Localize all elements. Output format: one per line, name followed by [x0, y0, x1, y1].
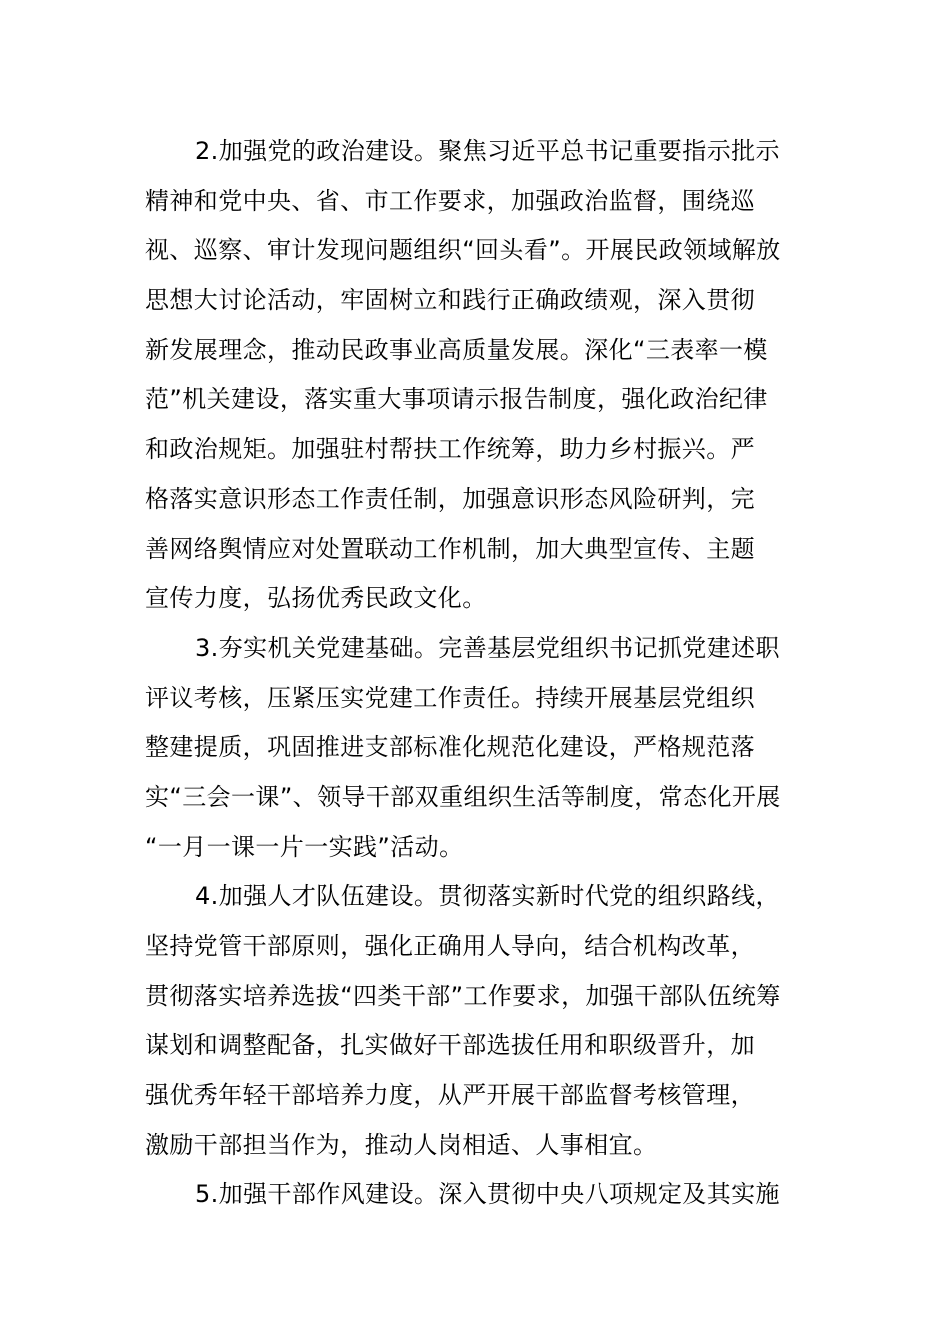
text-line: 激励干部担当作为，推动人岗相适、人事相宜。	[145, 1130, 658, 1159]
text-line: 实“三会一课”、领导干部双重组织生活等制度，常态化开展	[145, 782, 781, 811]
paragraph-cadre-style-building	[145, 1170, 809, 1220]
text-line: 新发展理念，推动民政事业高质量发展。深化“三表率一模	[145, 335, 768, 364]
text-line: 精神和党中央、省、市工作要求，加强政治监督，围绕巡	[145, 186, 755, 215]
text-line: 3.夯实机关党建基础。完善基层党组织书记抓党建述职	[195, 633, 780, 662]
text-line: 评议考核，压紧压实党建工作责任。持续开展基层党组织	[145, 683, 755, 712]
text-line: 格落实意识形态工作责任制，加强意识形态风险研判，完	[145, 484, 755, 513]
paragraph-party-building-foundation	[145, 624, 809, 872]
text-line: 整建提质，巩固推进支部标准化规范化建设，严格规范落	[145, 733, 755, 762]
text-line: 宣传力度，弘扬优秀民政文化。	[145, 584, 487, 613]
paragraph-talent-team-building	[145, 872, 809, 1170]
text-line: 谋划和调整配备，扎实做好干部选拔任用和职级晋升，加	[145, 1031, 755, 1060]
text-line: 和政治规矩。加强驻村帮扶工作统筹，助力乡村振兴。严	[145, 435, 755, 464]
text-line: 强优秀年轻干部培养力度，从严开展干部监督考核管理，	[145, 1081, 755, 1110]
text-line: 范”机关建设，落实重大事项请示报告制度，强化政治纪律	[145, 385, 768, 414]
text-line: 4.加强人才队伍建设。贯彻落实新时代党的组织路线，	[195, 882, 780, 911]
text-line: 贯彻落实培养选拔“四类干部”工作要求，加强干部队伍统筹	[145, 981, 781, 1010]
paragraph-party-political-building	[145, 127, 809, 624]
text-line: 思想大讨论活动，牢固树立和践行正确政绩观，深入贯彻	[145, 286, 755, 315]
text-line: 善网络舆情应对处置联动工作机制，加大典型宣传、主题	[145, 534, 755, 563]
text-line: 视、巡察、审计发现问题组织“回头看”。开展民政领域解放	[145, 236, 781, 265]
text-line: 坚持党管干部原则，强化正确用人导向，结合机构改革，	[145, 932, 755, 960]
text-line: 2.加强党的政治建设。聚焦习近平总书记重要指示批示	[195, 137, 780, 165]
document-page	[145, 127, 809, 1220]
text-line: 5.加强干部作风建设。深入贯彻中央八项规定及其实施	[195, 1180, 780, 1209]
text-line: “一月一课一片一实践”活动。	[145, 832, 464, 861]
